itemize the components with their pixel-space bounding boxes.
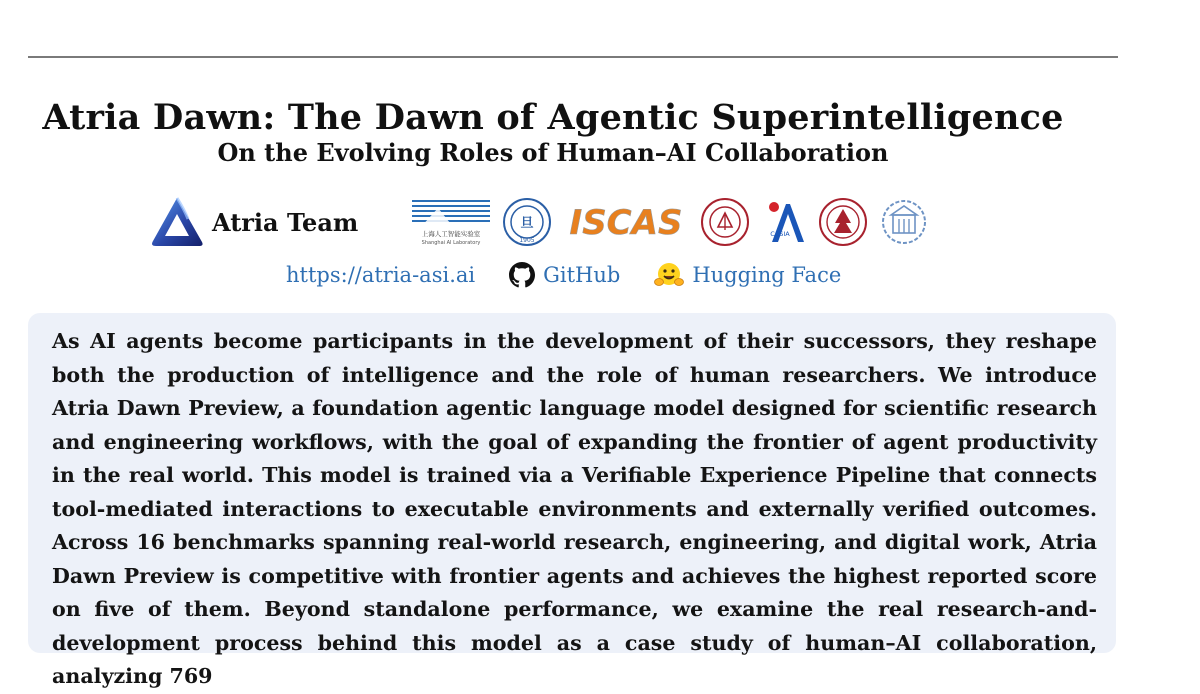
fudan-university-seal-icon: [502, 197, 552, 247]
github-link[interactable]: GitHub: [543, 263, 621, 287]
top-divider: [28, 56, 1118, 58]
university-seal-red-icon: [700, 197, 750, 247]
paper-subtitle: On the Evolving Roles of Human–AI Collaboration: [217, 138, 889, 167]
iscas-logo-icon: [562, 202, 690, 242]
team-name: Atria Team: [212, 207, 359, 237]
svg-text:旦: 旦: [520, 216, 534, 231]
svg-text:Shanghai AI Laboratory: Shanghai AI Laboratory: [421, 240, 481, 246]
svg-text:CASIA: CASIA: [770, 230, 791, 238]
hugging-face-icon: [654, 261, 684, 289]
paper-title: Atria Dawn: The Dawn of Agentic Superintelligence: [42, 97, 1064, 138]
shanghai-ai-laboratory-logo-icon: [410, 198, 492, 246]
huggingface-link[interactable]: Hugging Face: [692, 263, 842, 287]
svg-text:1905: 1905: [519, 237, 535, 244]
institution-logos: [410, 197, 940, 247]
website-link[interactable]: https://atria-asi.ai: [286, 263, 476, 287]
svg-text:上海人工智能实验室: 上海人工智能实验室: [422, 230, 481, 238]
normal-university-seal-icon: [818, 197, 868, 247]
engineering-university-logo-icon: [878, 197, 930, 247]
github-icon: [509, 262, 535, 288]
huggingface-link-group[interactable]: [654, 261, 841, 289]
atria-logo-icon: [148, 195, 206, 249]
github-link-group[interactable]: [509, 262, 620, 288]
links-row: [286, 259, 841, 291]
svg-text:ISCAS: ISCAS: [569, 203, 683, 242]
author-row: [148, 196, 940, 248]
casia-logo-icon: [760, 198, 808, 246]
abstract-text: As AI agents become participants in the development of their successors, they reshape both the production of intelligence and the role of human researchers. We introduce Atria Dawn Preview, a foundation agentic language model designed for scientific research and engineering workflows, with the goal of expanding the frontier of agent productivity in the real world. This model is trained via a Verifiable Experience Pipeline that connects tool-mediated interactions to executable environments and externally verified outcomes. Across 16 benchmarks spanning real-world research, engineering, and digital work, Atria Dawn Preview is competitive with frontier agents and achieves the highest reported score on five of them. Beyond standalone performance, we examine the real research-and-development process behind this model as a case study of human–AI collaboration, analyzing 769: [52, 329, 1097, 688]
